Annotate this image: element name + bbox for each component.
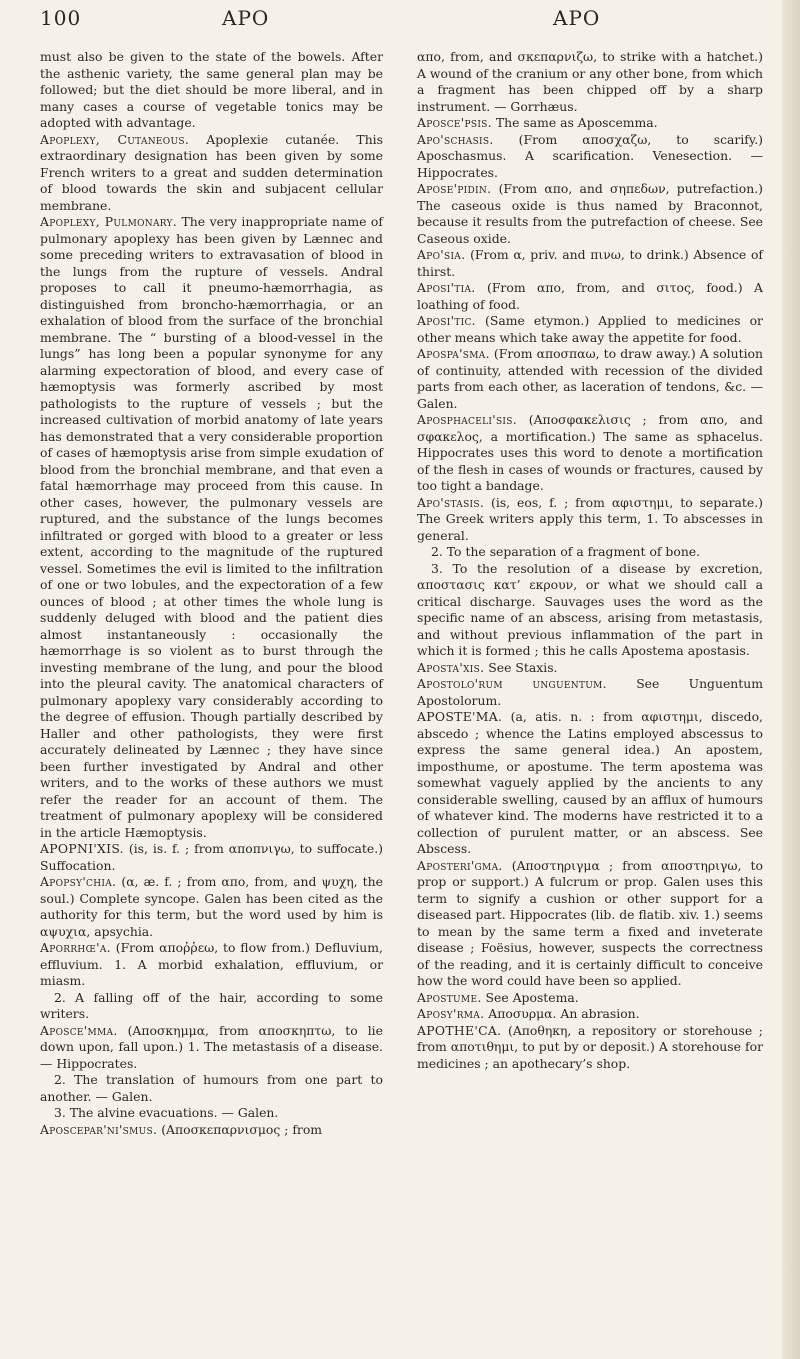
dictionary-entry [417, 1023, 763, 1073]
entry-text: (is, is. f. ; from αποπνιγω, to suffocate.) Suffocation. [40, 841, 383, 873]
entry-headword: Aposi'tic. [417, 313, 476, 328]
entry-text: (Same etymon.) Applied to medicines or other means which take away the appetite for food. [417, 313, 763, 345]
entry-headword: Apopsy'chia. [40, 874, 117, 889]
entry-text: must also be given to the state of the bowels. After the asthenic variety, the same general plan may be followed; but the diet should be more liberal, and in many cases a course of vegetable tonics may be adopted with advantage. [40, 49, 383, 130]
entry-text: απο, from, and σκεπαρνιζω, to strike with a hatchet.) A wound of the cranium or any other bone, from which a fragment has been chipped off by a sharp instrument. — Gorrhæus. [417, 49, 763, 114]
entry-headword: Apo'schasis. [417, 131, 494, 147]
dictionary-entry [417, 346, 763, 412]
entry-paragraph [417, 544, 763, 561]
dictionary-entry [417, 495, 763, 545]
entry-paragraph [417, 49, 763, 115]
dictionary-entry [40, 1023, 383, 1073]
dictionary-entry [417, 280, 763, 313]
right-column [417, 49, 763, 1072]
entry-headword: Aposphaceli'sis. [417, 412, 517, 427]
entry-headword: APOTHE'CA. [417, 1022, 502, 1038]
entry-headword: Aposce'mma. [40, 1022, 118, 1038]
entry-paragraph [40, 1105, 383, 1122]
entry-headword: Aposta'xis. [417, 659, 485, 675]
dictionary-entry [417, 132, 763, 182]
entry-headword: Apostume. [417, 989, 482, 1005]
entry-text: 3. The alvine evacuations. — Galen. [54, 1105, 279, 1120]
entry-text: See Staxis. [488, 659, 558, 675]
dictionary-entry [417, 709, 763, 858]
entry-text: The same as Aposcemma. [495, 115, 658, 130]
entry-text: (Αποθηκη, a repository or storehouse ; from αποτιθημι, to put by or deposit.) A storehouse for medicines ; an apothecary’s shop. [417, 1022, 763, 1071]
entry-text: (Αποσκημμα, from αποσκηπτω, to lie down upon, fall upon.) 1. The metastasis of a disease.— Hippocrates. [40, 1022, 383, 1071]
entry-paragraph [40, 990, 383, 1023]
dictionary-entry [417, 247, 763, 280]
running-head-left: APO [222, 6, 270, 30]
dictionary-entry [417, 1006, 763, 1023]
entry-text: (From αποσχαζω, to scarify.) Aposchasmus. A scarification. Venesection. — Hippocrates. [417, 131, 763, 180]
dictionary-entry [40, 1122, 383, 1139]
entry-text: 2. The translation of humours from one part to another. — Galen. [40, 1072, 383, 1104]
entry-text: (From α, priv. and πινω, to drink.) Absence of thirst. [417, 247, 763, 279]
dictionary-entry [40, 841, 383, 874]
dictionary-entry [417, 676, 763, 709]
entry-headword: APOPNI'XIS. [40, 841, 124, 856]
dictionary-entry [417, 181, 763, 247]
entry-text: (Αποσφακελισις ; from απο, and σφακελος, a mortification.) The same as sphacelus. Hippocrates uses this word to denote a mortification of the flesh in cases of wounds or fractures, caused by too tight a bandage. [417, 412, 763, 493]
entry-text: The very inappropriate name of pulmonary apoplexy has been given by Lænnec and some preceding writers to extravasation of blood in the lungs from the rupture of vessels. Andral proposes to call it pneumo-hæmorrhagia, as distinguished from broncho-hæmorrhagia, or an exhalation of blood from the surface of the bronchial membrane. The “ bursting of a blood-vessel in the lungs” has long been a popular synonyme for any alarming expectoration of blood, and every case of hæmoptysis was formerly ascribed by most pathologists to the rupture of vessels ; but the increased cultivation of morbid anatomy of late years has demonstrated that a very considerable proportion of cases of hæmoptysis arise from simple exudation of blood from the bronchial membrane, and that even a fatal hæmorrhage may proceed from this cause. In other cases, however, the pulmonary vessels are ruptured, and the substance of the lungs becomes infiltrated or gorged with blood to a greater or less extent, according to the magnitude of the ruptured vessel. Sometimes the evil is limited to the infiltration of one or two lobules, and the expectoration of a few ounces of blood ; at other times the whole lung is suddenly deluged with blood and the patient dies almost instantaneously : occasionally the hæmorrhage is so violent as to burst through the investing membrane of the lung, and pour the blood into the pleural cavity. The anatomical characters of pulmonary apoplexy vary considerably according to the degree of effusion. Though partially described by Haller and other pathologists, they were first accurately delineated by Lænnec ; they have since been further investigated by Andral and other writers, and to the works of these authors we must refer the reader for an account of them. The treatment of pulmonary apoplexy will be considered in the article Hæmoptysis. [40, 214, 383, 840]
entry-headword: Apo'stasis. [417, 494, 485, 510]
entry-text: (From απο, and σηπεδων, putrefaction.) The caseous oxide is thus named by Braconnot, because it results from the putrefaction of cheese. See Caseous oxide. [417, 181, 763, 246]
entry-paragraph [417, 561, 763, 660]
dictionary-entry [417, 115, 763, 132]
entry-paragraph [40, 1072, 383, 1105]
entry-headword: Aposy'rma. [417, 1006, 485, 1021]
entry-text: See Unguentum Apostolorum. [417, 676, 763, 708]
entry-headword: Apospa'sma. [417, 346, 490, 361]
entry-text: (α, æ. f. ; from απο, from, and ψυχη, the soul.) Complete syncope. Galen has been cited as the authority for this term, but the word used by him is αψυχια, apsychia. [40, 874, 383, 939]
entry-headword: Aposcepar'ni'smus. [40, 1121, 158, 1137]
entry-headword: Aposi'tia. [417, 280, 476, 295]
entry-text: See Apostema. [485, 989, 579, 1005]
entry-text: (From αποσπαω, to draw away.) A solution of continuity, attended with recession of the divided parts from each other, as laceration of tendons, &c. — Galen. [417, 346, 763, 411]
dictionary-entry [40, 132, 383, 215]
entry-text: Apoplexie cutanée. This extraordinary designation has been given by some French writers to a great and sudden determination of blood towards the skin and subjacent cellular membrane. [40, 131, 383, 213]
entry-text: (a, atis. n. : from αφιστημι, discedo, abscedo ; whence the Latins employed abscessus to express the same general idea.) An apostem, imposthume, or apostume. The term apostema was somewhat vaguely applied by the ancients to any considerable swelling, caused by an afflux of humours of whatever kind. The moderns have restricted it to a collection of purulent matter, or an abscess. See Abscess. [417, 709, 763, 856]
dictionary-entry [40, 214, 383, 841]
entry-text: 2. To the separation of a fragment of bone. [431, 544, 701, 559]
page-number: 100 [40, 6, 82, 30]
dictionary-entry [417, 660, 763, 677]
entry-text: 3. To the resolution of a disease by excretion, αποστασις κατ’ εκρουν, or what we should call a critical discharge. Sauvages uses the word as the specific name of an abscess, arising from metastasis, and without previous inflammation of the part in which it is formed ; this he calls Apostema apostasis. [417, 560, 763, 658]
entry-headword: Apostolo'rum unguentum. [417, 676, 607, 691]
dictionary-entry [40, 874, 383, 940]
entry-text: (From απο, from, and σιτος, food.) A loathing of food. [417, 280, 763, 312]
dictionary-entry [417, 858, 763, 990]
entry-text: (From αποῤῥεω, to flow from.) Defluvium, effluvium. 1. A morbid exhalation, effluvium, or miasm. [40, 940, 383, 988]
entry-text: Αποσυρμα. An abrasion. [488, 1006, 640, 1021]
dictionary-entry [417, 313, 763, 346]
entry-text: (Αποστηριγμα ; from αποστηριγω, to prop or support.) A fulcrum or prop. Galen uses this term to signify a cushion or other support for a diseased part. Hippocrates (lib. de flatib. xiv. 1.) seems to mean by the same term a fixed and inveterate disease ; Foësius, however, suspects the correctness of the reading, and it is certainly difficult to conceive how the word could have been so applied. [417, 857, 763, 988]
entry-headword: Apose'pidin. [417, 181, 492, 196]
entry-text: 2. A falling off of the hair, according to some writers. [40, 989, 383, 1021]
dictionary-entry [40, 940, 383, 990]
entry-headword: APOSTE'MA. [417, 709, 503, 724]
entry-headword: Apoplexy, Cutaneous. [40, 131, 190, 147]
dictionary-entry [417, 990, 763, 1007]
entry-headword: Apo'sia. [417, 247, 466, 262]
page-edge [782, 0, 800, 1359]
running-head-right: APO [553, 6, 601, 30]
entry-text: (Αποσκεπαρνισμος ; from [161, 1121, 323, 1137]
entry-headword: Apoplexy, Pulmonary. [40, 214, 178, 229]
entry-headword: Aposteri'gma. [417, 857, 503, 873]
dictionary-entry [417, 412, 763, 495]
entry-paragraph [40, 49, 383, 132]
entry-headword: Aporrhœ'a. [40, 940, 111, 955]
entry-headword: Aposce'psis. [417, 115, 492, 130]
entry-text: (is, eos, f. ; from αφιστημι, to separate.) The Greek writers apply this term, 1. To abscesses in general. [417, 494, 763, 543]
left-column [40, 49, 383, 1138]
